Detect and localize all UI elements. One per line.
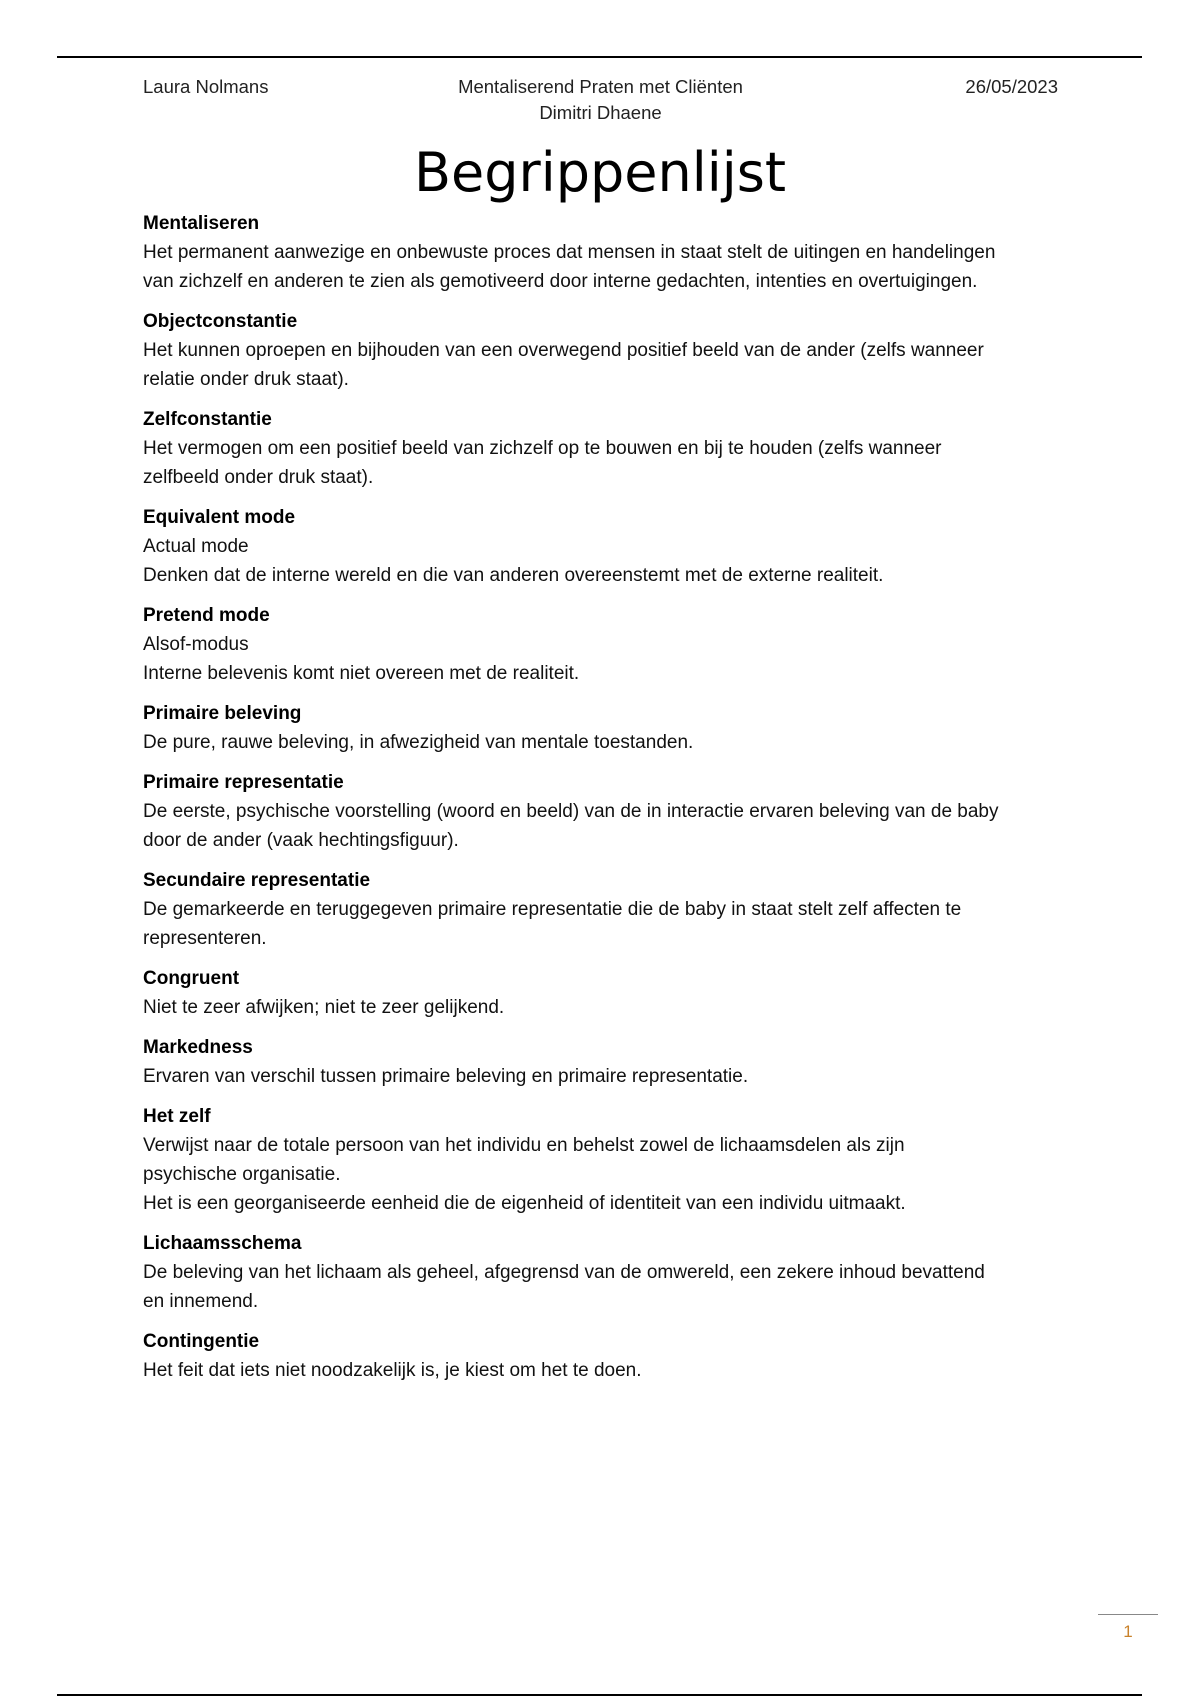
page-header — [143, 74, 1058, 126]
glossary-term: Markedness — [143, 1037, 253, 1058]
glossary-term: Congruent — [143, 968, 240, 989]
glossary-definition-line: Verwijst naar de totale persoon van het individu en behelst zowel de lichaamsdelen als zijn — [143, 1135, 905, 1156]
glossary-definition-line: psychische organisatie. — [143, 1164, 341, 1185]
glossary-definition-line: Het is een georganiseerde eenheid die de eigenheid of identiteit van een individu uitmaakt. — [143, 1193, 906, 1214]
glossary-term: Zelfconstantie — [143, 409, 272, 430]
glossary-definition-line: De beleving van het lichaam als geheel, afgegrensd van de omwereld, een zekere inhoud bevattend — [143, 1262, 985, 1283]
glossary-term: Primaire representatie — [143, 772, 344, 793]
glossary-term: Equivalent mode — [143, 507, 296, 528]
glossary-entry — [143, 768, 1073, 855]
glossary-definition-line: zelfbeeld onder druk staat). — [143, 467, 374, 488]
header-date: 26/05/2023 — [965, 76, 1058, 97]
header-author: Laura Nolmans — [143, 76, 269, 97]
glossary-entry — [143, 307, 1073, 394]
glossary-term: Secundaire representatie — [143, 870, 371, 891]
header-rule — [57, 56, 1142, 58]
header-course-info — [143, 74, 1058, 126]
glossary-term: Pretend mode — [143, 605, 270, 626]
glossary-entry — [143, 405, 1073, 492]
glossary-entry — [143, 209, 1073, 296]
glossary-definition-line: Het vermogen om een positief beeld van zichzelf op te bouwen en bij te houden (zelfs wanneer — [143, 438, 942, 459]
glossary-definition-line: Het permanent aanwezige en onbewuste proces dat mensen in staat stelt de uitingen en handelingen — [143, 242, 996, 263]
glossary-entry — [143, 503, 1073, 590]
glossary-definition-line: relatie onder druk staat). — [143, 369, 349, 390]
glossary-entry — [143, 1102, 1073, 1218]
header-course: Mentaliserend Praten met Cliënten — [458, 76, 743, 97]
glossary-definition-line: Niet te zeer afwijken; niet te zeer gelijkend. — [143, 997, 505, 1018]
glossary-definition-line: door de ander (vaak hechtingsfiguur). — [143, 830, 459, 851]
glossary-definition-line: Het kunnen oproepen en bijhouden van een overwegend positief beeld van de ander (zelfs wanneer — [143, 340, 984, 361]
glossary-definition-line: Alsof-modus — [143, 634, 249, 655]
glossary-entry — [143, 964, 1073, 1022]
glossary-term: Primaire beleving — [143, 703, 302, 724]
glossary-definition-line: De eerste, psychische voorstelling (woord en beeld) van de in interactie ervaren beleving van de baby — [143, 801, 999, 822]
glossary-definition-line: De gemarkeerde en teruggegeven primaire representatie die de baby in staat stelt zelf affecten te — [143, 899, 962, 920]
glossary-term: Het zelf — [143, 1106, 211, 1127]
glossary-entry — [143, 1327, 1073, 1385]
glossary-definition-line: Denken dat de interne wereld en die van anderen overeenstemt met de externe realiteit. — [143, 565, 884, 586]
page-number: 1 — [1123, 1622, 1133, 1641]
glossary-definition-line: Interne belevenis komt niet overeen met de realiteit. — [143, 663, 580, 684]
glossary-definition-line: van zichzelf en anderen te zien als gemotiveerd door interne gedachten, intenties en overtuigingen. — [143, 271, 978, 292]
glossary-term: Lichaamsschema — [143, 1233, 302, 1254]
glossary-term: Objectconstantie — [143, 311, 298, 332]
glossary-definition-line: representeren. — [143, 928, 267, 949]
glossary-entry — [143, 1229, 1073, 1316]
glossary-definition-line: De pure, rauwe beleving, in afwezigheid van mentale toestanden. — [143, 732, 694, 753]
glossary-entry — [143, 1033, 1073, 1091]
footer-page-rule — [57, 1694, 1142, 1696]
page-title: Begrippenlijst — [413, 141, 787, 204]
glossary-entry — [143, 699, 1073, 757]
glossary-definition-line: Ervaren van verschil tussen primaire beleving en primaire representatie. — [143, 1066, 749, 1087]
glossary-list — [143, 209, 1073, 1396]
glossary-term: Mentaliseren — [143, 213, 260, 234]
glossary-term: Contingentie — [143, 1331, 260, 1352]
footer-rule — [1098, 1614, 1158, 1615]
header-teacher: Dimitri Dhaene — [539, 102, 662, 123]
glossary-entry — [143, 866, 1073, 953]
glossary-definition-line: Actual mode — [143, 536, 249, 557]
glossary-definition-line: en innemend. — [143, 1291, 259, 1312]
glossary-entry — [143, 601, 1073, 688]
glossary-definition-line: Het feit dat iets niet noodzakelijk is, je kiest om het te doen. — [143, 1360, 642, 1381]
